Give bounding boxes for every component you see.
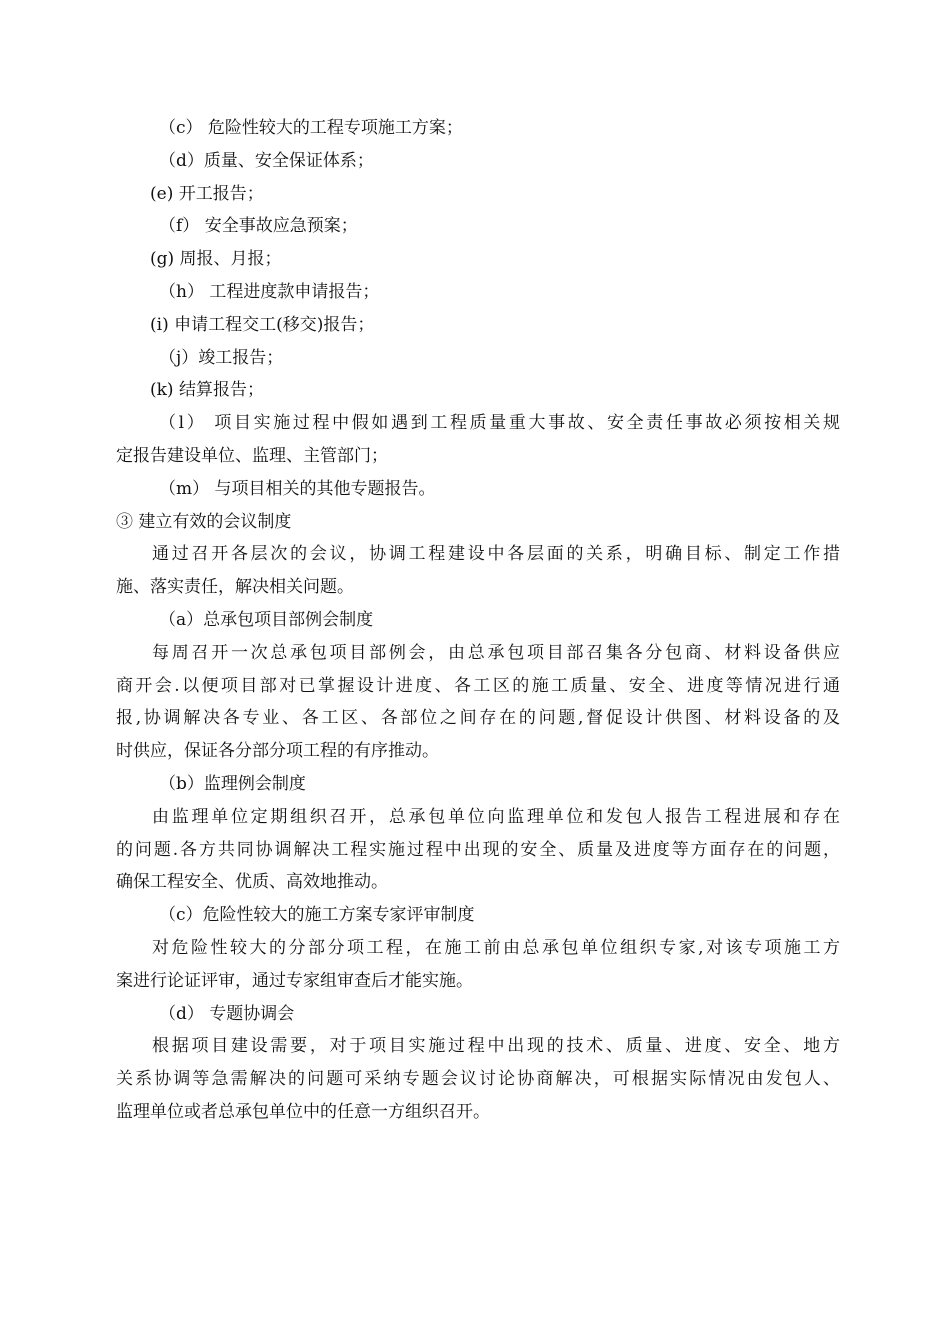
- paragraph-b-line-2: 的问题.各方共同协调解决工程实施过程中出现的安全、质量及进度等方面存在的问题，: [116, 839, 840, 860]
- section-heading-meetings: ③ 建立有效的会议制度: [116, 511, 292, 532]
- paragraph-d-line-3: 监理单位或者总承包单位中的任意一方组织召开。: [116, 1101, 490, 1122]
- paragraph-intro-continued: 施、落实责任，解决相关问题。: [116, 577, 354, 598]
- subheading-c: （c）危险性较大的施工方案专家评审制度: [159, 905, 475, 926]
- list-item-g: (g) 周报、月报；: [150, 249, 282, 270]
- list-item-k: (k) 结算报告；: [150, 380, 264, 401]
- paragraph-a-line-2: 商开会.以便项目部对已掌握设计进度、各工区的施工质量、安全、进度等情况进行通: [116, 675, 840, 696]
- paragraph-d-line-1: 根据项目建设需要，对于项目实施过程中出现的技术、质量、进度、安全、地方: [152, 1036, 840, 1057]
- list-item-l: （l） 项目实施过程中假如遇到工程质量重大事故、安全责任事故必须按相关规: [159, 413, 840, 434]
- subheading-a: （a）总承包项目部例会制度: [159, 609, 374, 630]
- document-body: [116, 112, 840, 1129]
- list-item-c: （c） 危险性较大的工程专项施工方案；: [159, 118, 463, 138]
- paragraph-a-line-3: 报,协调解决各专业、各工区、各部位之间存在的问题,督促设计供图、材料设备的及: [116, 708, 840, 729]
- paragraph-b-line-1: 由监理单位定期组织召开，总承包单位向监理单位和发包人报告工程进展和存在: [152, 806, 840, 827]
- subheading-b: （b）监理例会制度: [159, 773, 306, 794]
- list-item-d: （d）质量、安全保证体系；: [159, 150, 374, 171]
- list-item-m: （m） 与项目相关的其他专题报告。: [159, 478, 436, 499]
- paragraph-c-line-2: 案进行论证评审，通过专家组审查后才能实施。: [116, 970, 473, 991]
- subheading-d: （d） 专题协调会: [159, 1003, 295, 1024]
- paragraph-b-line-3: 确保工程安全、优质、高效地推动。: [116, 872, 388, 893]
- list-item-l-continued: 定报告建设单位、监理、主管部门；: [116, 445, 388, 466]
- paragraph-a-line-4: 时供应，保证各分部分项工程的有序推动。: [116, 741, 439, 762]
- list-item-h: （h） 工程进度款申请报告；: [159, 281, 380, 302]
- list-item-j: （j）竣工报告；: [159, 347, 284, 368]
- list-item-i: (i) 申请工程交工(移交)报告；: [150, 314, 375, 335]
- list-item-e: (e) 开工报告；: [150, 183, 264, 204]
- paragraph-d-line-2: 关系协调等急需解决的问题可采纳专题会议讨论协商解决，可根据实际情况由发包人、: [116, 1069, 840, 1090]
- list-item-f: （f） 安全事故应急预案；: [159, 216, 358, 237]
- paragraph-c-line-1: 对危险性较大的分部分项工程，在施工前由总承包单位组织专家,对该专项施工方: [152, 937, 840, 958]
- paragraph-a-line-1: 每周召开一次总承包项目部例会，由总承包项目部召集各分包商、材料设备供应: [152, 642, 840, 663]
- paragraph-intro: 通过召开各层次的会议，协调工程建设中各层面的关系，明确目标、制定工作措: [152, 544, 840, 565]
